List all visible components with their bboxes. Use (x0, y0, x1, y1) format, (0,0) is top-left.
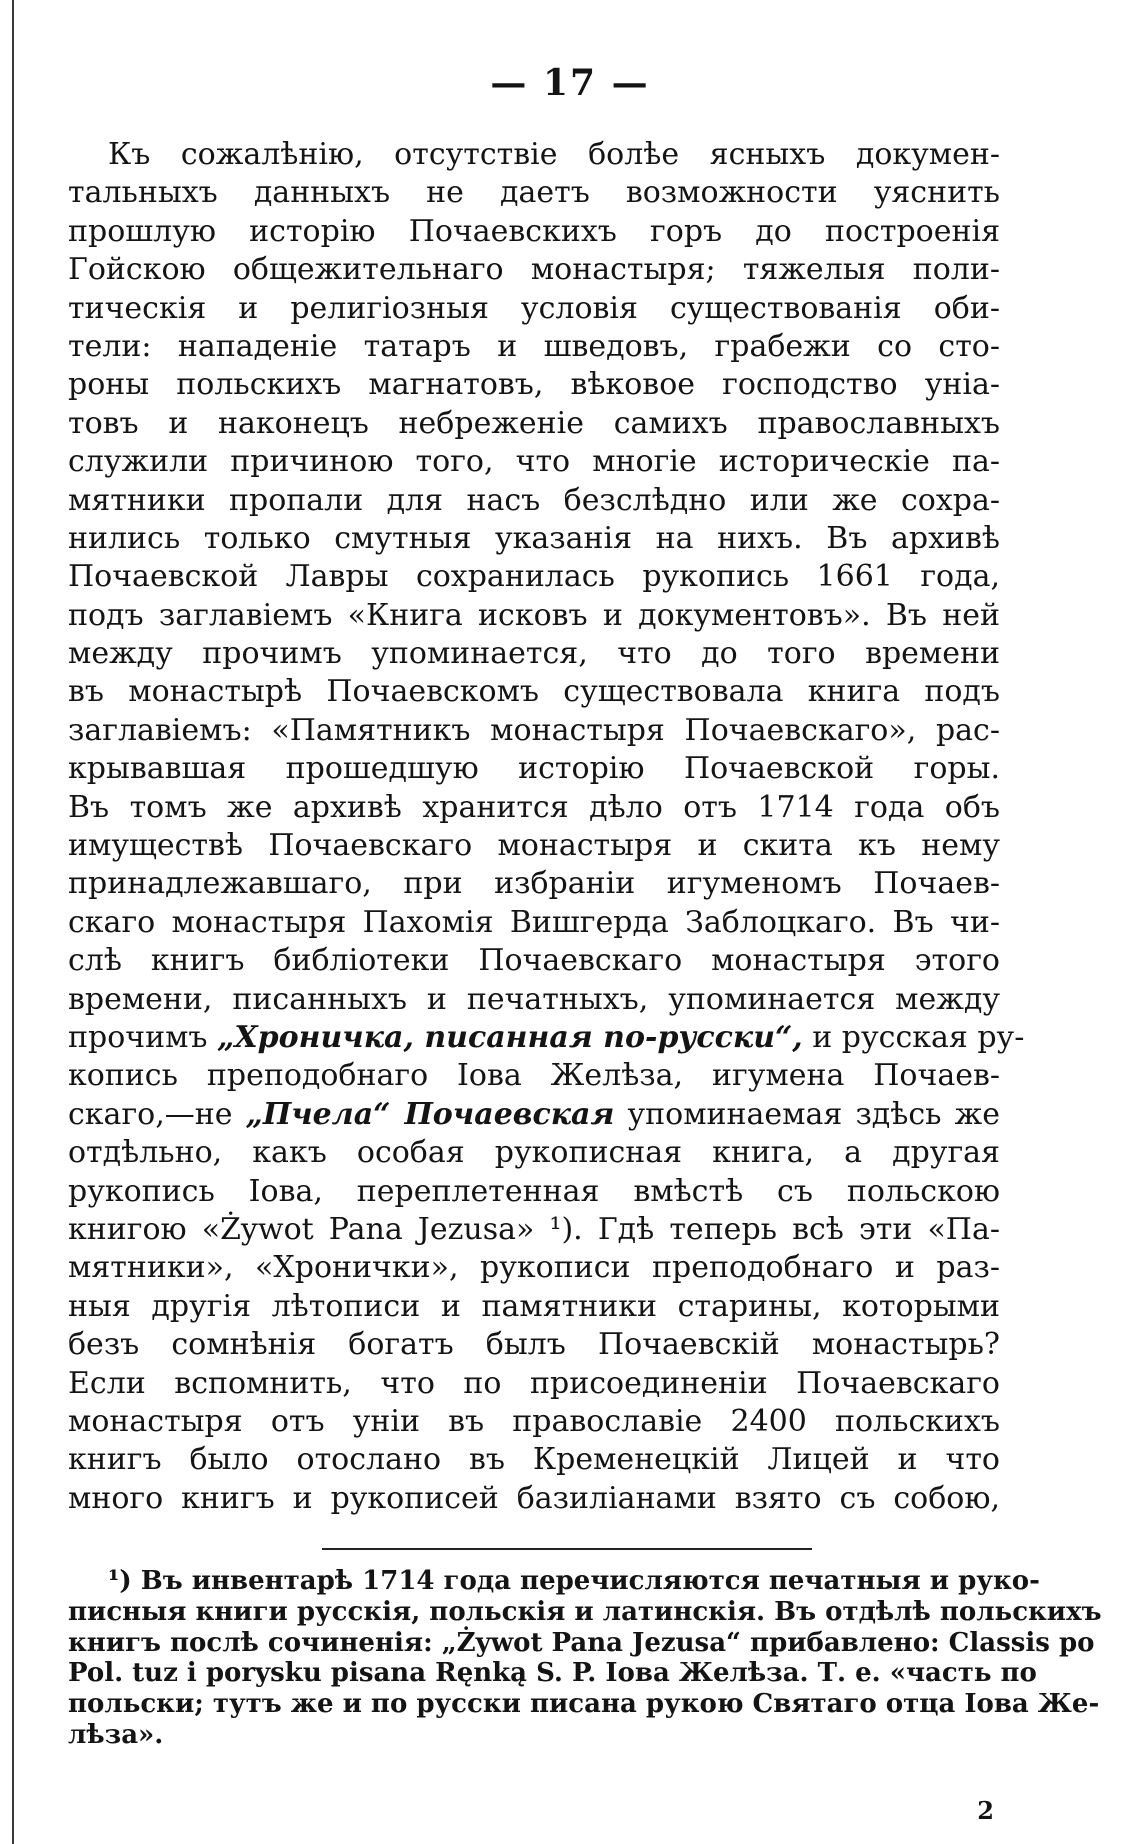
footnote-line: книгъ послѣ сочиненія: „Żywot Pana Jezusa“ прибавлено: Classis po (68, 1627, 1095, 1658)
text-line: между прочимъ упоминается, что до того времени (68, 636, 1000, 672)
footnote-line: Pol. tuz i porysku pisana Ręnką S. P. Іова Желѣза. Т. е. «часть по (68, 1658, 1037, 1689)
text-line: имуществѣ Почаевскаго монастыря и скита къ нему (68, 828, 1000, 864)
text-line: отдѣльно, какъ особая рукописная книга, а другая (68, 1135, 1000, 1171)
text-line: книгъ было отослано въ Кременецкій Лицей и что (68, 1442, 1000, 1478)
text-line: товъ и наконецъ небреженіе самихъ православныхъ (68, 405, 1000, 441)
text-line: принадлежавшаго, при избраніи игуменомъ Почаев- (68, 866, 1000, 902)
text-line: монастыря отъ уніи въ православіе 2400 польскихъ (68, 1403, 1000, 1439)
text-line: прошлую исторію Почаевскихъ горъ до построенія (68, 213, 1000, 249)
text-line-with-italic (68, 1096, 1000, 1134)
text-line: роны польскихъ магнатовъ, вѣковое господство уніа- (68, 367, 1000, 403)
printer-signature-mark: 2 (977, 1796, 994, 1825)
line-segment: прочимъ (68, 1019, 208, 1055)
text-line: тальныхъ данныхъ не даетъ возможности уяснить (68, 175, 1000, 211)
footnote-line: ¹) Въ инвентарѣ 1714 года перечисляются печатныя и руко- (108, 1566, 1040, 1596)
body-text (68, 136, 1025, 1518)
line-segment: упоминаемая здѣсь же (627, 1096, 1000, 1132)
text-line: тическія и религіозныя условія существованія оби- (68, 290, 1000, 326)
text-line: много книгъ и рукописей базиліанами взято съ собою, (68, 1480, 1000, 1516)
italic-title: „Хроничка, писанная по-русски“, (217, 1019, 803, 1055)
text-line: мятники пропали для насъ безслѣдно или же сохра- (68, 482, 1000, 518)
line-segment: и русская ру- (812, 1019, 1025, 1055)
page-edge-rule (12, 0, 14, 1844)
line-segment: скаго,—не (68, 1096, 233, 1132)
text-line: тели: нападеніе татаръ и шведовъ, грабежи со сто- (68, 328, 1000, 364)
italic-title: „Пчела“ Почаевская (245, 1096, 615, 1132)
text-line: подъ заглавіемъ «Книга исковъ и документовъ». Въ ней (68, 597, 1000, 633)
text-line: Къ сожалѣнію, отсутствіе болѣе ясныхъ докумен- (108, 137, 1000, 172)
text-line: заглавіемъ: «Памятникъ монастыря Почаевскаго», рас- (68, 712, 1000, 748)
text-line: служили причиною того, что многіе историческіе па- (68, 444, 1000, 480)
text-line: времени, писанныхъ и печатныхъ, упоминается между (68, 981, 1000, 1017)
text-line-with-italic (68, 1019, 1025, 1057)
text-line: рукопись Іова, переплетенная вмѣстѣ съ польскою (68, 1173, 1000, 1209)
text-line: мятники», «Хронички», рукописи преподобнаго и раз- (68, 1250, 1000, 1286)
text-line: Если вспомнить, что по присоединеніи Почаевскаго (68, 1365, 1000, 1401)
text-line: въ монастырѣ Почаевскомъ существовала книга подъ (68, 674, 1000, 710)
footnote-divider (322, 1548, 812, 1550)
text-line: нились только смутныя указанія на нихъ. Въ архивѣ (68, 520, 1000, 556)
footnote-line: польски; тутъ же и по русски писана рукою Святаго отца Іова Же- (68, 1689, 1100, 1720)
text-line: Въ томъ же архивѣ хранится дѣло отъ 1714 года объ (68, 789, 1000, 825)
text-line: ныя другія лѣтописи и памятники старины, которыми (68, 1288, 1000, 1324)
footnote (68, 1566, 1102, 1751)
page-number: — 17 — (490, 62, 650, 104)
footnote-line: писныя книги русскія, польскія и латинскія. Въ отдѣлѣ польскихъ (68, 1596, 1102, 1627)
text-line: Почаевской Лавры сохранилась рукопись 1661 года, (68, 559, 1000, 595)
text-line: книгою «Żywot Pana Jezusa» ¹). Гдѣ теперь всѣ эти «Па- (68, 1211, 1000, 1247)
text-line: безъ сомнѣнія богатъ былъ Почаевскій монастырь? (68, 1327, 1000, 1363)
text-line: скаго монастыря Пахомія Вишгерда Заблоцкаго. Въ чи- (68, 904, 1000, 940)
text-line: копись преподобнаго Іова Желѣза, игумена Почаев- (68, 1058, 1000, 1094)
footnote-line: лѣза». (68, 1719, 164, 1750)
text-line: крывавшая прошедшую исторію Почаевской горы. (68, 751, 1000, 787)
text-line: Гойскою общежительнаго монастыря; тяжелыя поли- (68, 252, 1000, 288)
text-line: слѣ книгъ библіотеки Почаевскаго монастыря этого (68, 943, 1000, 979)
